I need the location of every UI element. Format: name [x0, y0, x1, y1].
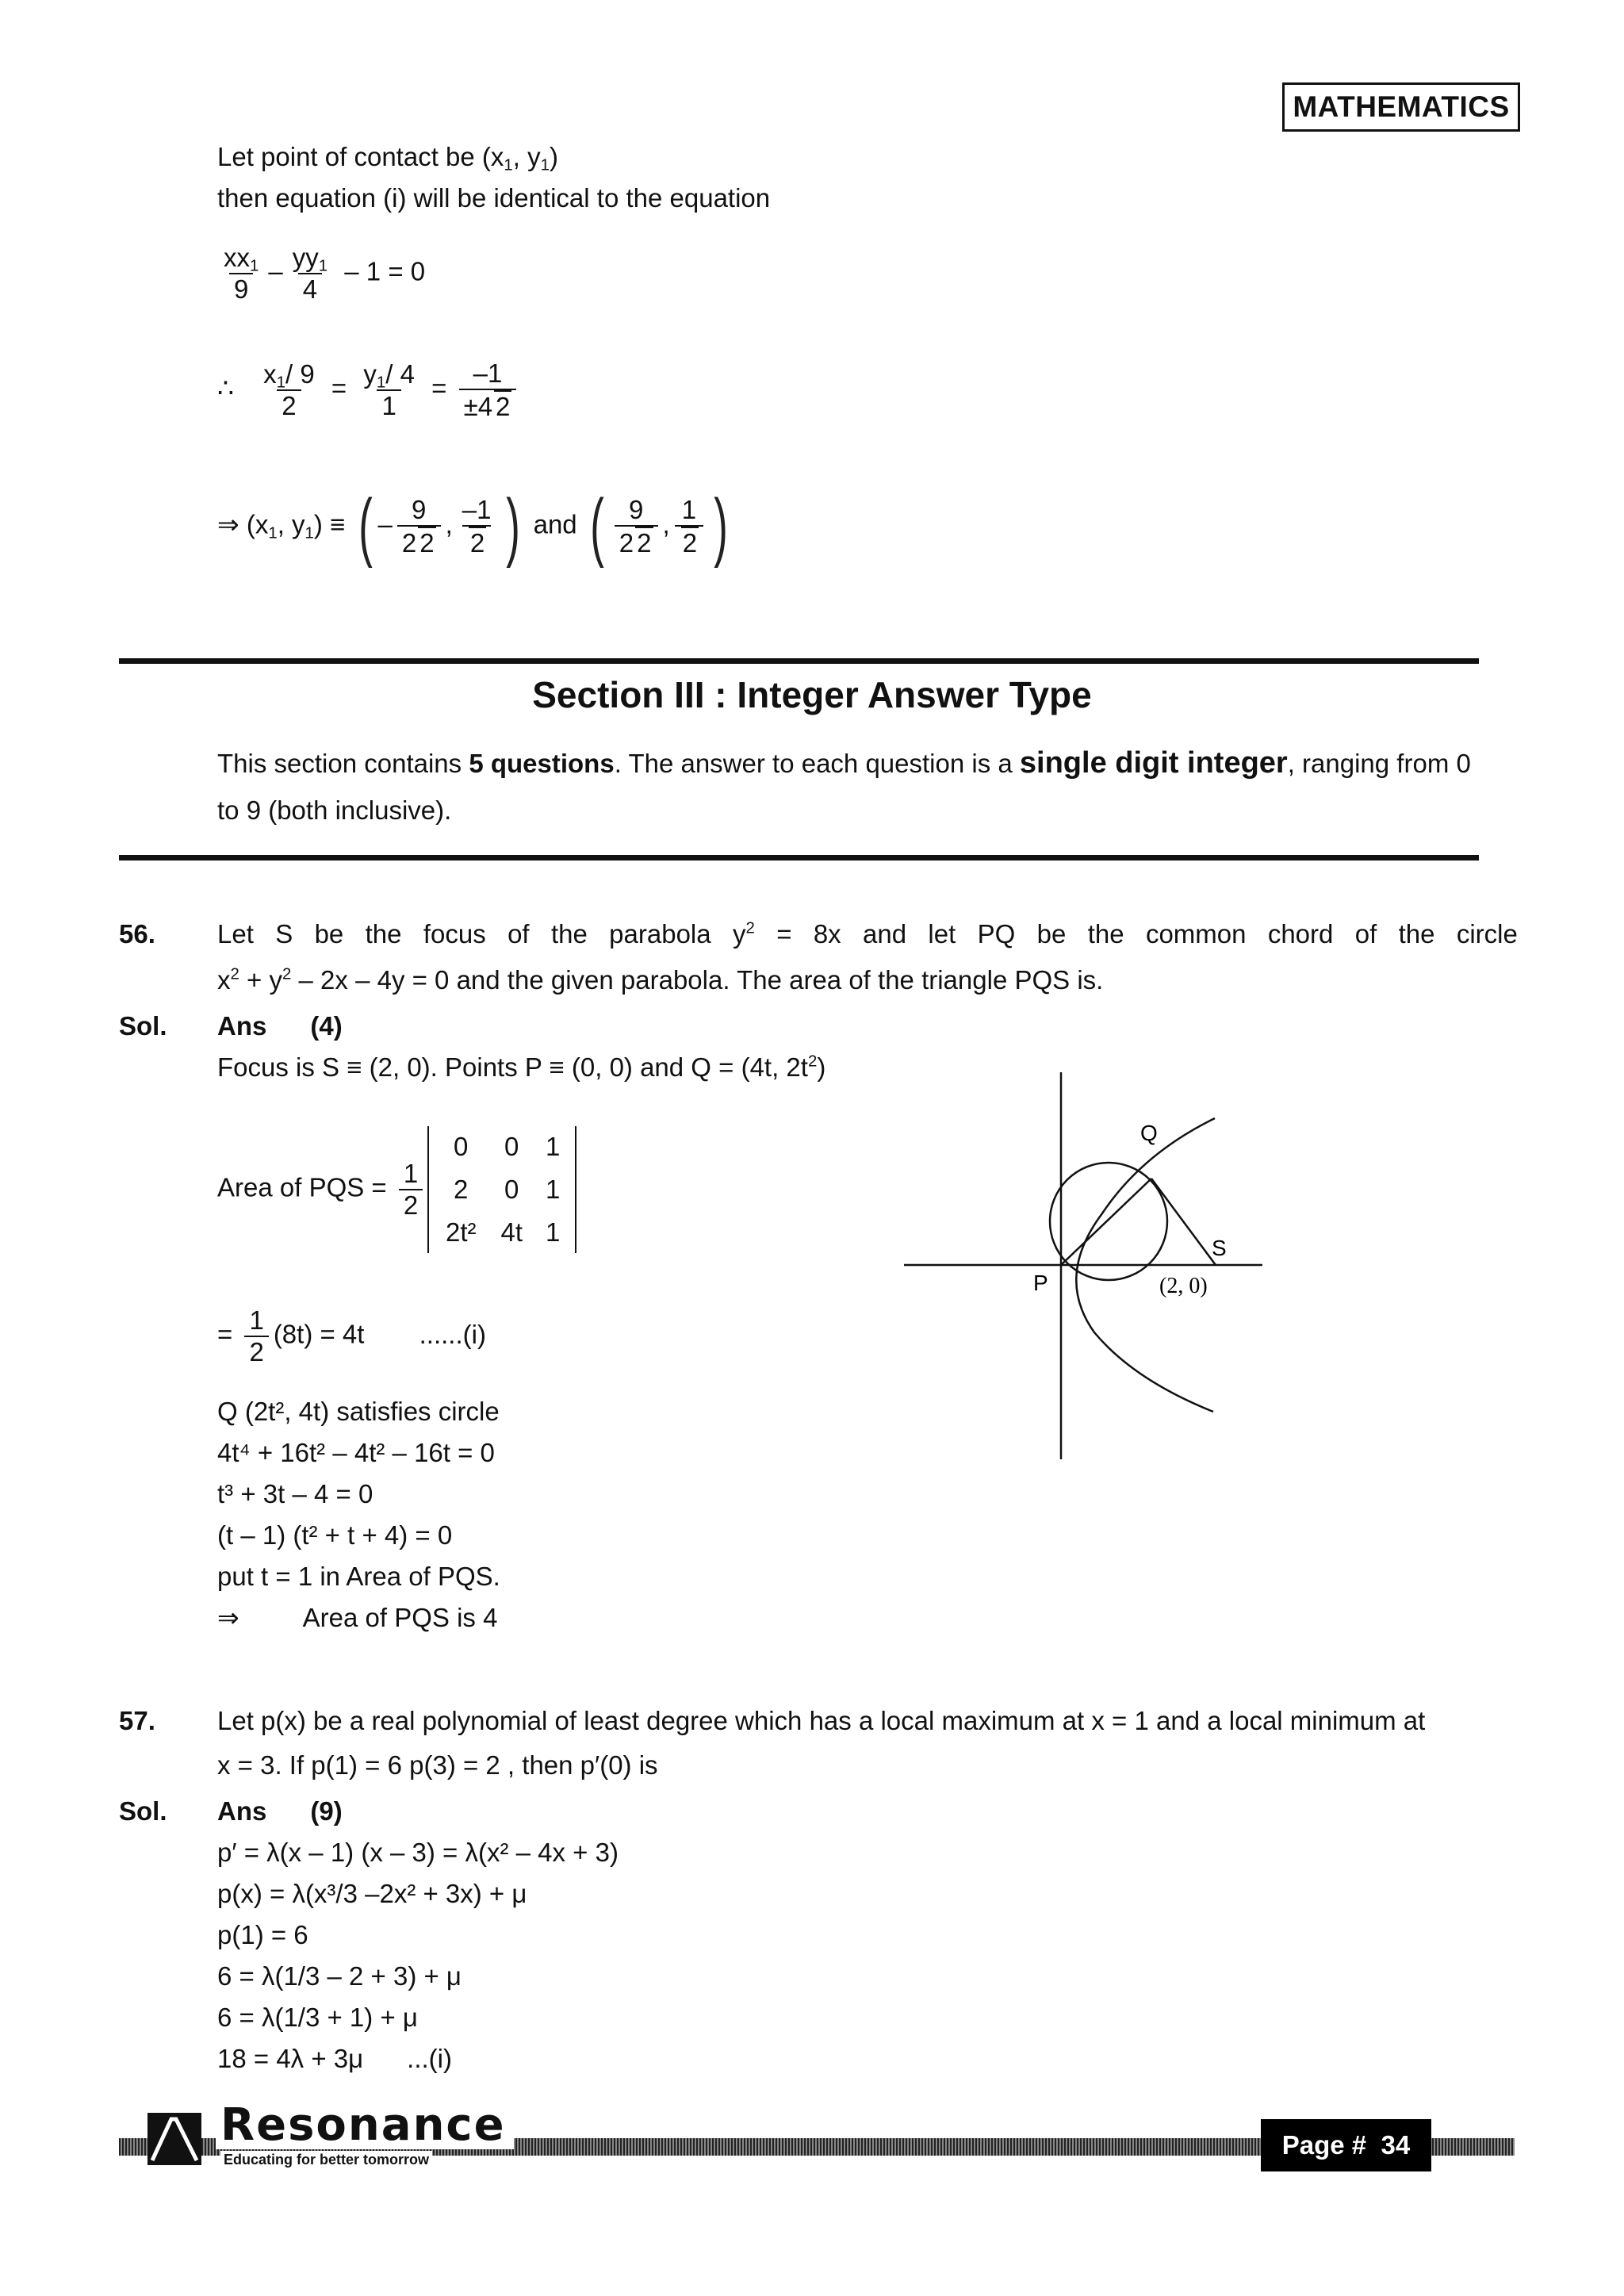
focus-line: Focus is S ≡ (2, 0). Points P ≡ (0, 0) and Q = (4t, $2t^2$) — [217, 1052, 826, 1082]
question-56-number: 56. — [119, 919, 155, 949]
question-56-line1: Let S be the focus of the parabola $y^2$ = 8x and let PQ be the common chord of the circle — [217, 918, 1518, 949]
determinant-matrix: 0 0 1 2 0 1 2t² 4t 1 — [427, 1126, 576, 1253]
q57-step-2: p(x) = λ(x³/3 –2x² + 3x) + μ — [217, 1879, 527, 1908]
area-result: = $\frac{1}{2}$ (8t) = 4t ......(i) — [217, 1305, 486, 1366]
question-57-number: 57. — [119, 1706, 155, 1735]
section-bottom-rule — [119, 855, 1479, 861]
resonance-logo-icon — [147, 2113, 201, 2165]
chord-PQ — [1061, 1179, 1151, 1265]
section-description: This section contains 5 questions. The answer to each question is a single digit integer, ranging from 0 — [217, 746, 1471, 780]
section-description-line2: to 9 (both inclusive). — [217, 795, 452, 825]
brand-name: Resonance — [216, 2102, 514, 2149]
q57-step-6: 18 = 4λ + 3μ ...(i) — [217, 2044, 452, 2073]
section-title: Section III : Integer Answer Type — [532, 674, 1092, 715]
label-Q: Q — [1140, 1121, 1158, 1145]
q57-step-3: p(1) = 6 — [217, 1920, 308, 1949]
label-S: S — [1212, 1236, 1227, 1260]
section-top-rule — [119, 658, 1479, 664]
identical-equation-line: then equation (i) will be identical to the equation — [217, 183, 771, 213]
solution-56-label: Sol. — [119, 1011, 167, 1041]
ratio-equation: ∴ $\frac{x_1/ 9}{2}$ = $\frac{y_1/ 4}{1}$ = $\frac{-1}{\pm 4 2}$ — [217, 358, 521, 422]
q56-step-4: (t – 1) (t² + t + 4) = 0 — [217, 1520, 453, 1550]
contact-points-result: ⇒ ($x_1$, $y_1$) ≡ ( – $\frac{9}{2 2}$ , $\frac{-1}{2}$ ) and ( $\frac{9}{2 2}$ , $\frac{1}{2}$ ) — [217, 484, 728, 569]
answer-57: Ans (9) — [217, 1796, 343, 1826]
tangent-equation: $\frac{xx_1}{9}$ – $\frac{yy_1}{4}$ – 1 = 0 — [224, 243, 426, 304]
answer-56: Ans (4) — [217, 1011, 343, 1041]
label-P: P — [1033, 1271, 1048, 1295]
subject-header: MATHEMATICS — [1282, 82, 1520, 132]
question-57-line1: Let p(x) be a real polynomial of least degree which has a local maximum at x = 1 and a local minimum at — [217, 1706, 1426, 1735]
segment-QS — [1151, 1179, 1216, 1265]
brand-tagline: Educating for better tomorrow — [220, 2151, 432, 2168]
q56-step-5: put t = 1 in Area of PQS. — [217, 1562, 500, 1591]
q57-step-1: p′ = λ(x – 1) (x – 3) = λ(x² – 4x + 3) — [217, 1838, 619, 1867]
q56-step-3: t³ + 3t – 4 = 0 — [217, 1479, 373, 1508]
contact-point-line: Let point of contact be ($x_1$, $y_1$) — [217, 142, 558, 174]
parabola-circle-figure — [904, 1063, 1285, 1475]
page-number: Page # 34 — [1261, 2119, 1431, 2171]
question-56-line2: $x^2 + y^2 - 2x - 4y = 0$ and the given parabola. The area of the triangle PQS is. — [217, 964, 1104, 995]
q57-step-5: 6 = λ(1/3 + 1) + μ — [217, 2003, 418, 2032]
q56-step-1: Q (2t², 4t) satisfies circle — [217, 1397, 500, 1426]
solution-57-label: Sol. — [119, 1796, 167, 1826]
question-57-line2: x = 3. If p(1) = 6 p(3) = 2 , then p′(0) is — [217, 1750, 658, 1780]
q57-step-4: 6 = λ(1/3 – 2 + 3) + μ — [217, 1961, 462, 1991]
area-determinant: Area of PQS = $\frac{1}{2}$ 0 0 1 2 0 1 2t² 4t 1 — [217, 1126, 576, 1253]
label-focus-coordinate: (2, 0) — [1159, 1274, 1208, 1298]
q56-step-6: ⇒ Area of PQS is 4 — [217, 1603, 498, 1632]
q56-step-2: 4t⁴ + 16t² – 4t² – 16t = 0 — [217, 1438, 495, 1467]
